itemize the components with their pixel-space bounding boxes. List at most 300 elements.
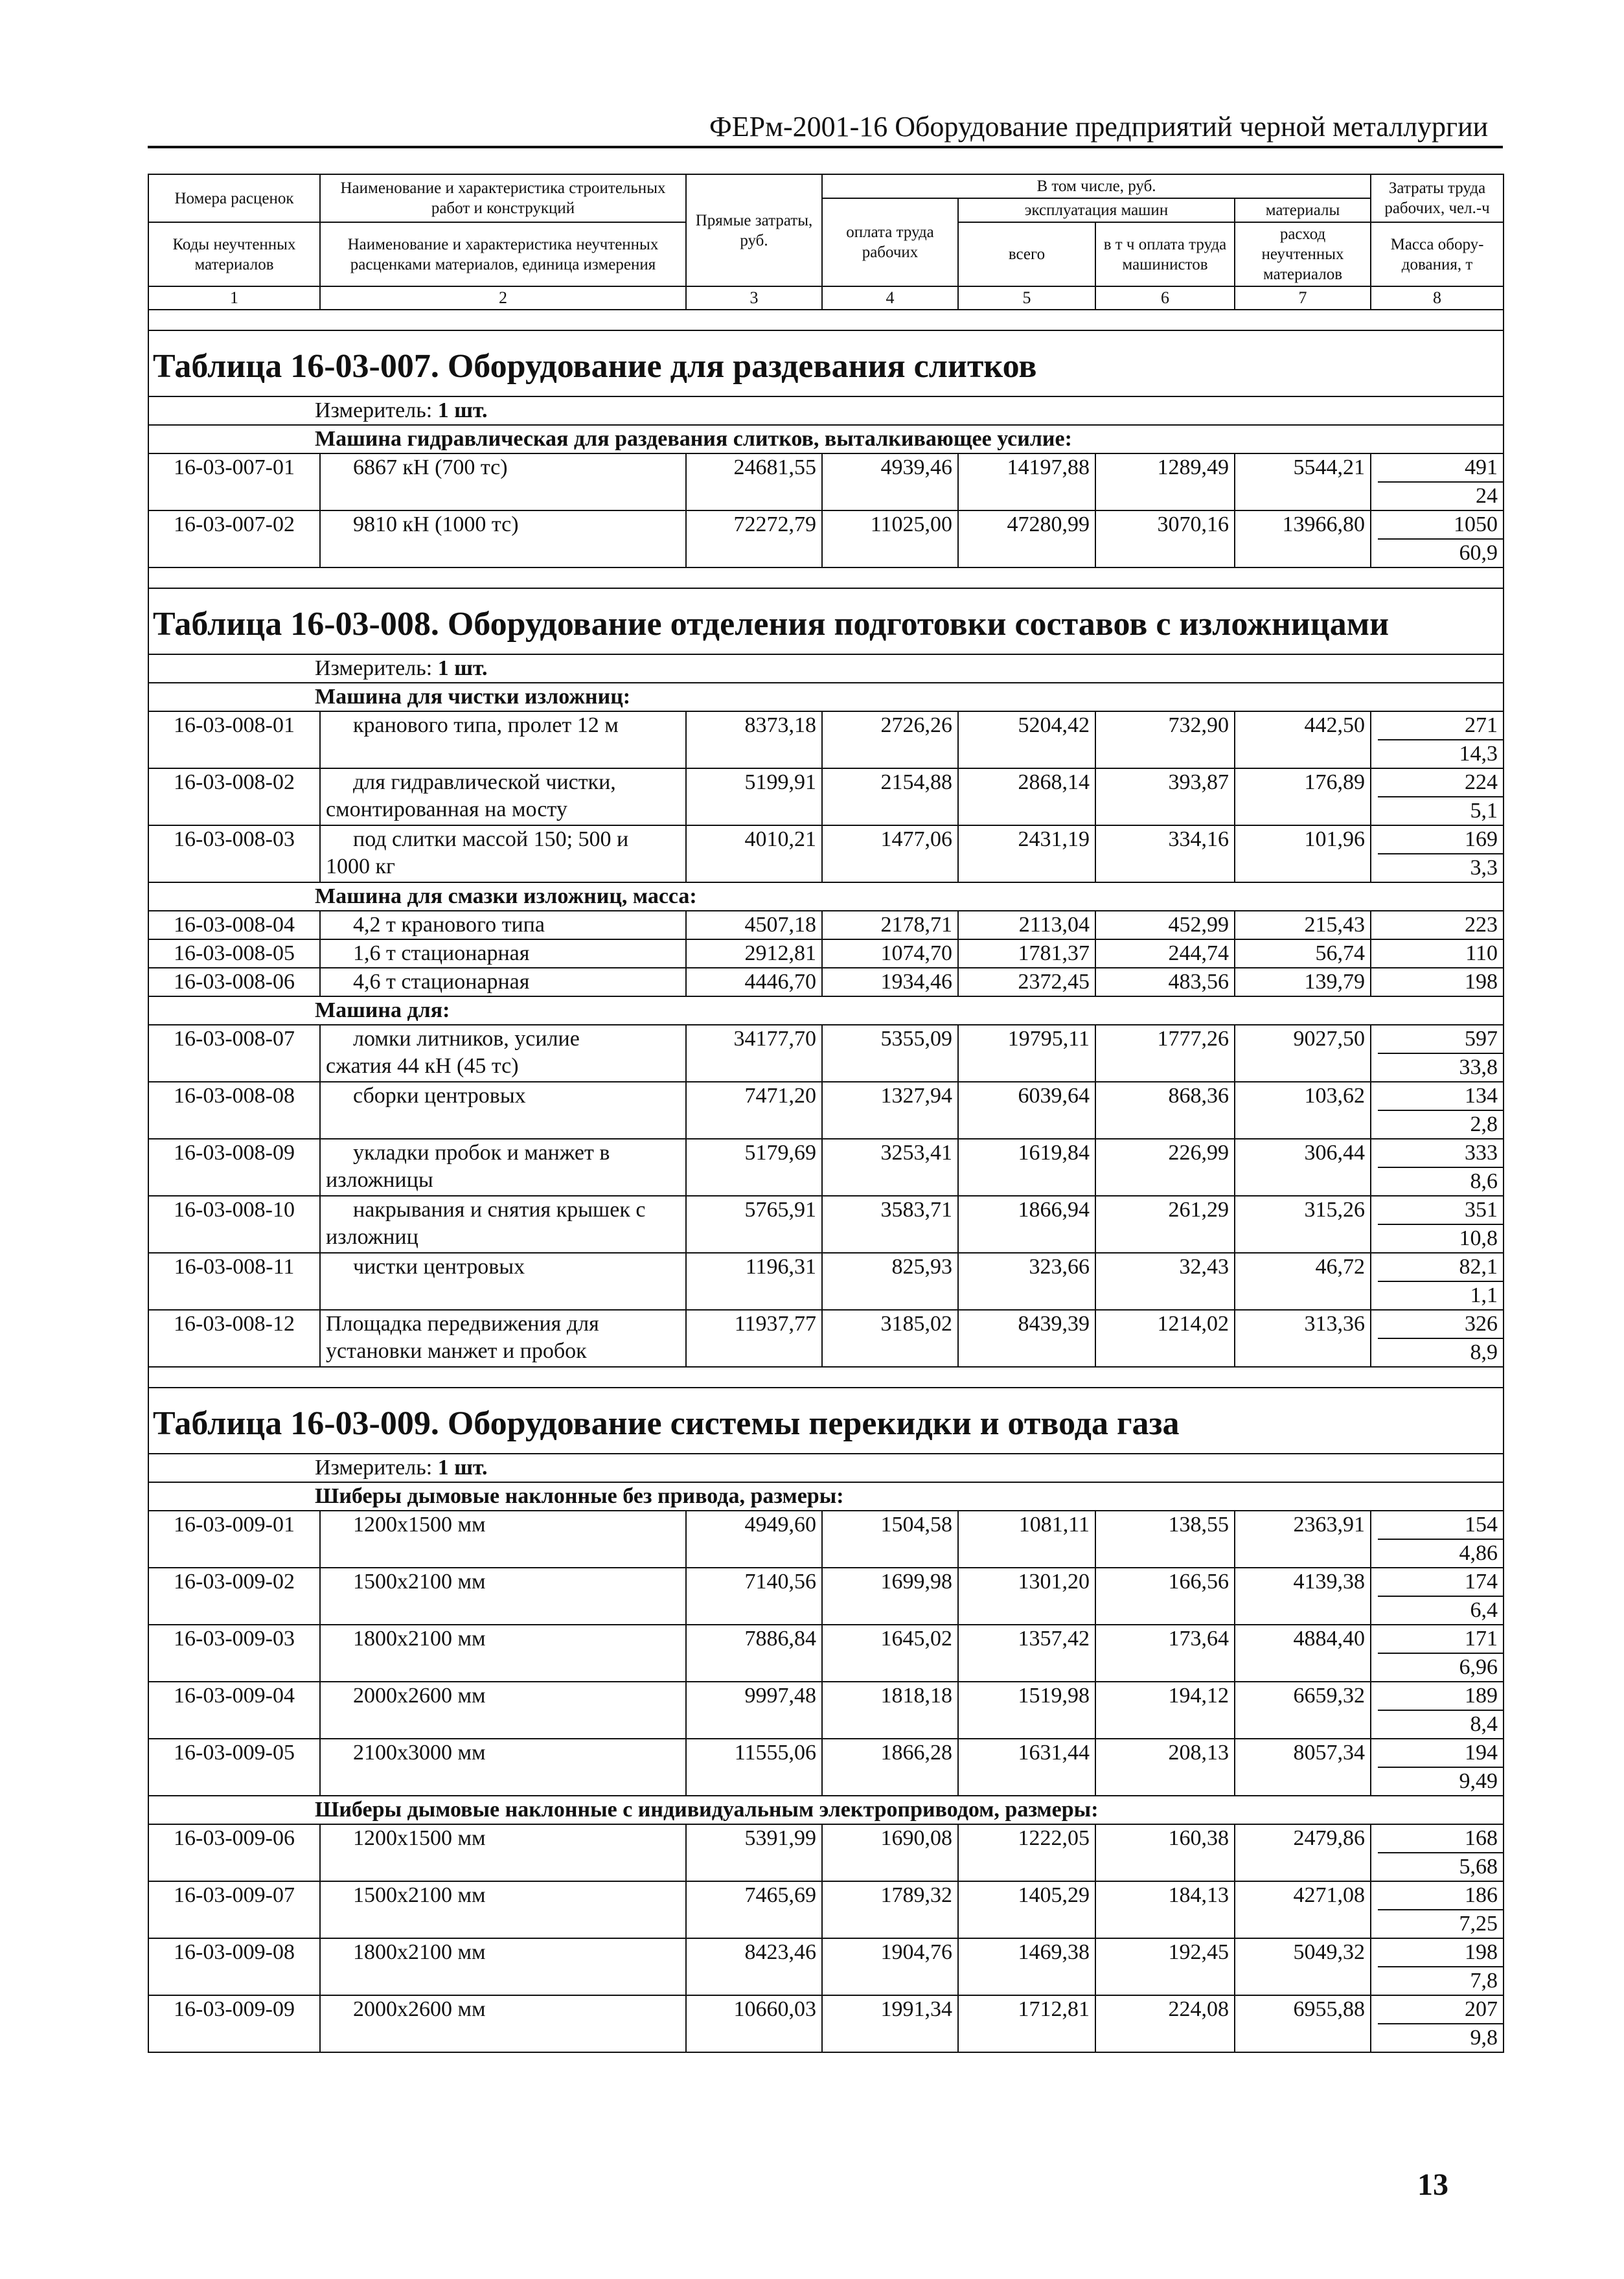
materials-cost: 306,44 bbox=[1235, 1139, 1371, 1196]
equipment-mass: 8,9 bbox=[1470, 1340, 1498, 1364]
work-name bbox=[320, 1995, 686, 2052]
worker-wage: 1645,02 bbox=[822, 1625, 958, 1682]
header-col8-bottom: Масса обору-дования, т bbox=[1371, 222, 1504, 286]
header-row-1 bbox=[148, 174, 1504, 198]
labor-mass-cell bbox=[1371, 1881, 1504, 1938]
materials-cost: 4271,08 bbox=[1235, 1881, 1371, 1938]
worker-wage: 3583,71 bbox=[822, 1196, 958, 1253]
work-name bbox=[320, 939, 686, 968]
labor-mass-cell bbox=[1371, 1253, 1504, 1310]
work-name bbox=[320, 453, 686, 510]
direct-cost: 5391,99 bbox=[686, 1824, 822, 1881]
materials-cost: 8057,34 bbox=[1235, 1739, 1371, 1796]
machines-total: 1619,84 bbox=[958, 1139, 1095, 1196]
labor-mass-cell bbox=[1371, 1025, 1504, 1082]
worker-wage: 5355,09 bbox=[822, 1025, 958, 1082]
work-name-line1: 4,2 т кранового типа bbox=[353, 913, 545, 937]
labor-hours: 198 bbox=[1465, 970, 1498, 994]
work-name bbox=[320, 1253, 686, 1310]
equipment-mass: 2,8 bbox=[1470, 1112, 1498, 1136]
labor-hours: 174 bbox=[1378, 1568, 1503, 1597]
rate-code: 16-03-008-11 bbox=[148, 1253, 320, 1310]
labor-hours: 491 bbox=[1378, 454, 1503, 483]
labor-hours: 351 bbox=[1378, 1197, 1503, 1225]
meter-row bbox=[148, 654, 1504, 683]
labor-hours: 223 bbox=[1465, 913, 1498, 937]
header-col7: расход неучтенных материалов bbox=[1235, 222, 1371, 286]
table-row bbox=[148, 1253, 1504, 1310]
equipment-mass: 6,96 bbox=[1459, 1655, 1498, 1679]
table-row bbox=[148, 1310, 1504, 1367]
operator-wage: 452,99 bbox=[1095, 911, 1235, 939]
labor-hours: 271 bbox=[1378, 712, 1503, 740]
work-name-line1: 1800х2100 мм bbox=[353, 1940, 486, 1964]
work-name bbox=[320, 1938, 686, 1995]
labor-mass-cell bbox=[1371, 939, 1504, 968]
direct-cost: 10660,03 bbox=[686, 1995, 822, 2052]
machines-total: 2868,14 bbox=[958, 768, 1095, 825]
equipment-mass: 7,25 bbox=[1459, 1912, 1498, 1936]
operator-wage: 226,99 bbox=[1095, 1139, 1235, 1196]
materials-cost: 4139,38 bbox=[1235, 1568, 1371, 1625]
spacer bbox=[148, 567, 1504, 588]
rate-code: 16-03-009-08 bbox=[148, 1938, 320, 1995]
machines-total: 47280,99 bbox=[958, 510, 1095, 567]
work-name-line1: 2100х3000 мм bbox=[353, 1741, 486, 1765]
work-name-line1: ломки литников, усилие bbox=[353, 1027, 580, 1051]
machines-total: 1781,37 bbox=[958, 939, 1095, 968]
labor-mass-cell bbox=[1371, 1625, 1504, 1682]
machines-total: 1712,81 bbox=[958, 1995, 1095, 2052]
equipment-mass: 5,1 bbox=[1470, 799, 1498, 823]
materials-cost: 442,50 bbox=[1235, 711, 1371, 768]
labor-hours: 1050 bbox=[1378, 511, 1503, 540]
labor-hours: 110 bbox=[1465, 941, 1498, 965]
table-row bbox=[148, 968, 1504, 996]
equipment-mass: 8,6 bbox=[1470, 1169, 1498, 1193]
materials-cost: 5544,21 bbox=[1235, 453, 1371, 510]
worker-wage: 1504,58 bbox=[822, 1511, 958, 1568]
materials-cost: 6955,88 bbox=[1235, 1995, 1371, 2052]
worker-wage: 1934,46 bbox=[822, 968, 958, 996]
direct-cost: 24681,55 bbox=[686, 453, 822, 510]
machines-total: 1519,98 bbox=[958, 1682, 1095, 1739]
rate-code: 16-03-008-05 bbox=[148, 939, 320, 968]
spacer bbox=[148, 310, 1504, 330]
table-title: Таблица 16-03-009. Оборудование системы перекидки и отвода газа bbox=[148, 1388, 1504, 1454]
materials-cost: 2479,86 bbox=[1235, 1824, 1371, 1881]
equipment-mass: 8,4 bbox=[1470, 1712, 1498, 1736]
worker-wage: 3253,41 bbox=[822, 1139, 958, 1196]
work-name-line2: установки манжет и пробок bbox=[326, 1339, 587, 1363]
column-number: 4 bbox=[822, 286, 958, 310]
labor-hours: 134 bbox=[1378, 1082, 1503, 1111]
work-name bbox=[320, 711, 686, 768]
work-name-line1: 1200х1500 мм bbox=[353, 1513, 486, 1537]
equipment-mass: 24 bbox=[1476, 484, 1498, 508]
labor-mass-cell bbox=[1371, 968, 1504, 996]
labor-mass-cell bbox=[1371, 1995, 1504, 2052]
subheading-row bbox=[148, 996, 1504, 1025]
direct-cost: 4446,70 bbox=[686, 968, 822, 996]
work-name bbox=[320, 1139, 686, 1196]
worker-wage: 4939,46 bbox=[822, 453, 958, 510]
spacer bbox=[148, 1367, 1504, 1388]
header-col5: всего bbox=[958, 222, 1095, 286]
machines-total: 1301,20 bbox=[958, 1568, 1095, 1625]
machines-total: 2372,45 bbox=[958, 968, 1095, 996]
spacer-row bbox=[148, 310, 1504, 330]
worker-wage: 1690,08 bbox=[822, 1824, 958, 1881]
work-name bbox=[320, 1025, 686, 1082]
meter-label: Измеритель: bbox=[315, 1456, 438, 1480]
work-name bbox=[320, 768, 686, 825]
materials-cost: 139,79 bbox=[1235, 968, 1371, 996]
table-row bbox=[148, 453, 1504, 510]
table-row bbox=[148, 1568, 1504, 1625]
work-name bbox=[320, 1881, 686, 1938]
table-title-row bbox=[148, 330, 1504, 396]
work-name-line2: сжатия 44 кН (45 тс) bbox=[326, 1054, 519, 1078]
running-head: ФЕРм-2001-16 Оборудование предприятий черной металлургии bbox=[709, 111, 1489, 143]
operator-wage: 868,36 bbox=[1095, 1082, 1235, 1139]
work-name-line1: 9810 кН (1000 тс) bbox=[353, 512, 519, 536]
machines-total: 1222,05 bbox=[958, 1824, 1095, 1881]
rate-code: 16-03-009-03 bbox=[148, 1625, 320, 1682]
labor-mass-cell bbox=[1371, 1196, 1504, 1253]
direct-cost: 1196,31 bbox=[686, 1253, 822, 1310]
header-col1-bottom: Коды неучтенных материалов bbox=[148, 222, 320, 286]
rate-code: 16-03-008-12 bbox=[148, 1310, 320, 1367]
rate-code: 16-03-008-02 bbox=[148, 768, 320, 825]
subheading: Шиберы дымовые наклонные без привода, размеры: bbox=[148, 1482, 1504, 1511]
table-row bbox=[148, 1995, 1504, 2052]
work-name bbox=[320, 510, 686, 567]
work-name bbox=[320, 968, 686, 996]
labor-hours: 224 bbox=[1378, 769, 1503, 797]
operator-wage: 1777,26 bbox=[1095, 1025, 1235, 1082]
table-title-row bbox=[148, 1388, 1504, 1454]
labor-hours: 171 bbox=[1378, 1625, 1503, 1654]
labor-hours: 326 bbox=[1378, 1311, 1503, 1339]
direct-cost: 7886,84 bbox=[686, 1625, 822, 1682]
meter-value: 1 шт. bbox=[437, 656, 488, 680]
subheading-row bbox=[148, 882, 1504, 911]
machines-total: 8439,39 bbox=[958, 1310, 1095, 1367]
work-name-line1: 1800х2100 мм bbox=[353, 1627, 486, 1651]
worker-wage: 2178,71 bbox=[822, 911, 958, 939]
materials-cost: 4884,40 bbox=[1235, 1625, 1371, 1682]
table-row bbox=[148, 939, 1504, 968]
direct-cost: 11555,06 bbox=[686, 1739, 822, 1796]
rate-code: 16-03-008-01 bbox=[148, 711, 320, 768]
direct-cost: 2912,81 bbox=[686, 939, 822, 968]
labor-mass-cell bbox=[1371, 711, 1504, 768]
equipment-mass: 10,8 bbox=[1459, 1226, 1498, 1250]
machines-total: 1081,11 bbox=[958, 1511, 1095, 1568]
subheading-row bbox=[148, 1796, 1504, 1824]
work-name bbox=[320, 1310, 686, 1367]
header-rule bbox=[148, 146, 1503, 148]
table-row bbox=[148, 1511, 1504, 1568]
table-row bbox=[148, 1739, 1504, 1796]
subheading: Машина для смазки изложниц, масса: bbox=[148, 882, 1504, 911]
labor-hours: 333 bbox=[1378, 1140, 1503, 1168]
machines-total: 1631,44 bbox=[958, 1739, 1095, 1796]
labor-hours: 207 bbox=[1378, 1996, 1503, 2024]
labor-mass-cell bbox=[1371, 1139, 1504, 1196]
header-col2-top: Наименование и характеристика строительных работ и конструкций bbox=[320, 174, 686, 222]
labor-mass-cell bbox=[1371, 1682, 1504, 1739]
work-name bbox=[320, 1625, 686, 1682]
materials-cost: 46,72 bbox=[1235, 1253, 1371, 1310]
operator-wage: 192,45 bbox=[1095, 1938, 1235, 1995]
meter bbox=[148, 654, 1504, 683]
direct-cost: 5765,91 bbox=[686, 1196, 822, 1253]
labor-hours: 82,1 bbox=[1378, 1254, 1503, 1282]
equipment-mass: 7,8 bbox=[1470, 1969, 1498, 1993]
direct-cost: 8423,46 bbox=[686, 1938, 822, 1995]
header-materials: материалы bbox=[1235, 198, 1371, 222]
operator-wage: 3070,16 bbox=[1095, 510, 1235, 567]
work-name bbox=[320, 1739, 686, 1796]
header-machines: эксплуатация машин bbox=[958, 198, 1235, 222]
worker-wage: 1477,06 bbox=[822, 825, 958, 882]
work-name-line1: сборки центровых bbox=[353, 1084, 526, 1108]
header-col6: в т ч оплата труда машинистов bbox=[1095, 222, 1235, 286]
operator-wage: 208,13 bbox=[1095, 1739, 1235, 1796]
column-number: 1 bbox=[148, 286, 320, 310]
materials-cost: 9027,50 bbox=[1235, 1025, 1371, 1082]
rate-code: 16-03-009-05 bbox=[148, 1739, 320, 1796]
labor-mass-cell bbox=[1371, 453, 1504, 510]
work-name-line1: 1200х1500 мм bbox=[353, 1826, 486, 1850]
equipment-mass: 1,1 bbox=[1470, 1283, 1498, 1307]
machines-total: 5204,42 bbox=[958, 711, 1095, 768]
labor-hours: 597 bbox=[1378, 1025, 1503, 1054]
labor-mass-cell bbox=[1371, 768, 1504, 825]
machines-total: 1405,29 bbox=[958, 1881, 1095, 1938]
work-name-line2: изложницы bbox=[326, 1168, 433, 1192]
rate-code: 16-03-008-10 bbox=[148, 1196, 320, 1253]
work-name bbox=[320, 1082, 686, 1139]
column-number: 6 bbox=[1095, 286, 1235, 310]
work-name bbox=[320, 1196, 686, 1253]
equipment-mass: 4,86 bbox=[1459, 1541, 1498, 1565]
rate-code: 16-03-009-09 bbox=[148, 1995, 320, 2052]
operator-wage: 32,43 bbox=[1095, 1253, 1235, 1310]
direct-cost: 11937,77 bbox=[686, 1310, 822, 1367]
direct-cost: 5179,69 bbox=[686, 1139, 822, 1196]
meter-value: 1 шт. bbox=[437, 1456, 488, 1480]
table-row bbox=[148, 1082, 1504, 1139]
work-name-line1: укладки пробок и манжет в bbox=[353, 1141, 610, 1165]
labor-mass-cell bbox=[1371, 1310, 1504, 1367]
materials-cost: 56,74 bbox=[1235, 939, 1371, 968]
work-name bbox=[320, 825, 686, 882]
machines-total: 1866,94 bbox=[958, 1196, 1095, 1253]
labor-mass-cell bbox=[1371, 1938, 1504, 1995]
equipment-mass: 33,8 bbox=[1459, 1055, 1498, 1079]
labor-mass-cell bbox=[1371, 825, 1504, 882]
column-number: 2 bbox=[320, 286, 686, 310]
subheading: Машина для: bbox=[148, 996, 1504, 1025]
column-number: 8 bbox=[1371, 286, 1504, 310]
work-name-line1: кранового типа, пролет 12 м bbox=[353, 713, 619, 737]
equipment-mass: 9,49 bbox=[1459, 1769, 1498, 1793]
equipment-mass: 14,3 bbox=[1459, 742, 1498, 766]
materials-cost: 215,43 bbox=[1235, 911, 1371, 939]
machines-total: 1469,38 bbox=[958, 1938, 1095, 1995]
operator-wage: 138,55 bbox=[1095, 1511, 1235, 1568]
materials-cost: 13966,80 bbox=[1235, 510, 1371, 567]
labor-mass-cell bbox=[1371, 1568, 1504, 1625]
column-number: 5 bbox=[958, 286, 1095, 310]
spacer-row bbox=[148, 567, 1504, 588]
worker-wage: 1818,18 bbox=[822, 1682, 958, 1739]
operator-wage: 173,64 bbox=[1095, 1625, 1235, 1682]
operator-wage: 194,12 bbox=[1095, 1682, 1235, 1739]
materials-cost: 103,62 bbox=[1235, 1082, 1371, 1139]
table-row bbox=[148, 1139, 1504, 1196]
work-name-line1: Площадка передвижения для bbox=[326, 1312, 599, 1336]
meter bbox=[148, 1454, 1504, 1482]
rate-code: 16-03-008-08 bbox=[148, 1082, 320, 1139]
rate-code: 16-03-009-04 bbox=[148, 1682, 320, 1739]
labor-mass-cell bbox=[1371, 1082, 1504, 1139]
operator-wage: 1289,49 bbox=[1095, 453, 1235, 510]
work-name bbox=[320, 1568, 686, 1625]
table-row bbox=[148, 1682, 1504, 1739]
subheading: Машина гидравлическая для раздевания слитков, выталкивающее усилие: bbox=[148, 425, 1504, 453]
work-name-line2: 1000 кг bbox=[326, 854, 395, 878]
operator-wage: 393,87 bbox=[1095, 768, 1235, 825]
labor-hours: 194 bbox=[1378, 1739, 1503, 1768]
rate-code: 16-03-007-02 bbox=[148, 510, 320, 567]
operator-wage: 732,90 bbox=[1095, 711, 1235, 768]
rate-code: 16-03-009-02 bbox=[148, 1568, 320, 1625]
worker-wage: 2154,88 bbox=[822, 768, 958, 825]
direct-cost: 7465,69 bbox=[686, 1881, 822, 1938]
operator-wage: 334,16 bbox=[1095, 825, 1235, 882]
labor-mass-cell bbox=[1371, 510, 1504, 567]
meter bbox=[148, 396, 1504, 425]
equipment-mass: 6,4 bbox=[1470, 1598, 1498, 1622]
materials-cost: 2363,91 bbox=[1235, 1511, 1371, 1568]
worker-wage: 2726,26 bbox=[822, 711, 958, 768]
table-title: Таблица 16-03-008. Оборудование отделения подготовки составов с изложницами bbox=[148, 588, 1504, 654]
table-row bbox=[148, 1824, 1504, 1881]
machines-total: 323,66 bbox=[958, 1253, 1095, 1310]
header-col1-top: Номера расценок bbox=[148, 174, 320, 222]
operator-wage: 166,56 bbox=[1095, 1568, 1235, 1625]
table-row bbox=[148, 1196, 1504, 1253]
column-number-row bbox=[148, 286, 1504, 310]
meter-label: Измеритель: bbox=[315, 656, 438, 680]
equipment-mass: 9,8 bbox=[1470, 2026, 1498, 2050]
direct-cost: 34177,70 bbox=[686, 1025, 822, 1082]
table-row bbox=[148, 825, 1504, 882]
rate-code: 16-03-008-04 bbox=[148, 911, 320, 939]
page-number: 13 bbox=[1417, 2168, 1448, 2202]
table-row bbox=[148, 911, 1504, 939]
rate-code: 16-03-007-01 bbox=[148, 453, 320, 510]
machines-total: 2431,19 bbox=[958, 825, 1095, 882]
direct-cost: 4949,60 bbox=[686, 1511, 822, 1568]
rate-code: 16-03-008-09 bbox=[148, 1139, 320, 1196]
table-title-row bbox=[148, 588, 1504, 654]
subheading-row bbox=[148, 683, 1504, 711]
materials-cost: 6659,32 bbox=[1235, 1682, 1371, 1739]
spacer-row bbox=[148, 1367, 1504, 1388]
rate-code: 16-03-008-07 bbox=[148, 1025, 320, 1082]
worker-wage: 1789,32 bbox=[822, 1881, 958, 1938]
work-name-line1: 1,6 т стационарная bbox=[353, 941, 530, 965]
work-name-line1: 2000х2600 мм bbox=[353, 1684, 486, 1708]
rate-code: 16-03-009-06 bbox=[148, 1824, 320, 1881]
worker-wage: 1904,76 bbox=[822, 1938, 958, 1995]
materials-cost: 5049,32 bbox=[1235, 1938, 1371, 1995]
labor-mass-cell bbox=[1371, 1824, 1504, 1881]
table-row bbox=[148, 1625, 1504, 1682]
work-name-line1: 4,6 т стационарная bbox=[353, 970, 530, 994]
column-number: 7 bbox=[1235, 286, 1371, 310]
equipment-mass: 3,3 bbox=[1470, 856, 1498, 880]
meter-label: Измеритель: bbox=[315, 398, 438, 422]
operator-wage: 244,74 bbox=[1095, 939, 1235, 968]
header-col8-top: Затраты труда рабочих, чел.-ч bbox=[1371, 174, 1504, 222]
operator-wage: 224,08 bbox=[1095, 1995, 1235, 2052]
header-col2-bottom: Наименование и характеристика неучтенных расценками материалов, единица измерения bbox=[320, 222, 686, 286]
subheading: Шиберы дымовые наклонные с индивидуальным электроприводом, размеры: bbox=[148, 1796, 1504, 1824]
machines-total: 6039,64 bbox=[958, 1082, 1095, 1139]
work-name-line1: 2000х2600 мм bbox=[353, 1997, 486, 2021]
meter-value: 1 шт. bbox=[437, 398, 488, 422]
operator-wage: 1214,02 bbox=[1095, 1310, 1235, 1367]
work-name bbox=[320, 911, 686, 939]
labor-mass-cell bbox=[1371, 1511, 1504, 1568]
labor-hours: 189 bbox=[1378, 1682, 1503, 1711]
work-name-line1: 1500х2100 мм bbox=[353, 1883, 486, 1907]
work-name bbox=[320, 1824, 686, 1881]
subheading-row bbox=[148, 425, 1504, 453]
worker-wage: 1327,94 bbox=[822, 1082, 958, 1139]
labor-hours: 168 bbox=[1378, 1825, 1503, 1853]
direct-cost: 5199,91 bbox=[686, 768, 822, 825]
materials-cost: 101,96 bbox=[1235, 825, 1371, 882]
direct-cost: 7140,56 bbox=[686, 1568, 822, 1625]
subheading-row bbox=[148, 1482, 1504, 1511]
worker-wage: 11025,00 bbox=[822, 510, 958, 567]
machines-total: 14197,88 bbox=[958, 453, 1095, 510]
labor-hours: 169 bbox=[1378, 826, 1503, 854]
operator-wage: 261,29 bbox=[1095, 1196, 1235, 1253]
materials-cost: 315,26 bbox=[1235, 1196, 1371, 1253]
machines-total: 1357,42 bbox=[958, 1625, 1095, 1682]
work-name-line1: чистки центровых bbox=[353, 1255, 525, 1279]
work-name-line1: накрывания и снятия крышек с bbox=[353, 1198, 646, 1222]
machines-total: 19795,11 bbox=[958, 1025, 1095, 1082]
work-name-line1: 1500х2100 мм bbox=[353, 1570, 486, 1594]
work-name bbox=[320, 1511, 686, 1568]
header-col3: Прямые затраты, руб. bbox=[686, 174, 822, 286]
labor-hours: 154 bbox=[1378, 1511, 1503, 1540]
worker-wage: 1699,98 bbox=[822, 1568, 958, 1625]
direct-cost: 9997,48 bbox=[686, 1682, 822, 1739]
worker-wage: 825,93 bbox=[822, 1253, 958, 1310]
meter-row bbox=[148, 396, 1504, 425]
rate-code: 16-03-008-03 bbox=[148, 825, 320, 882]
